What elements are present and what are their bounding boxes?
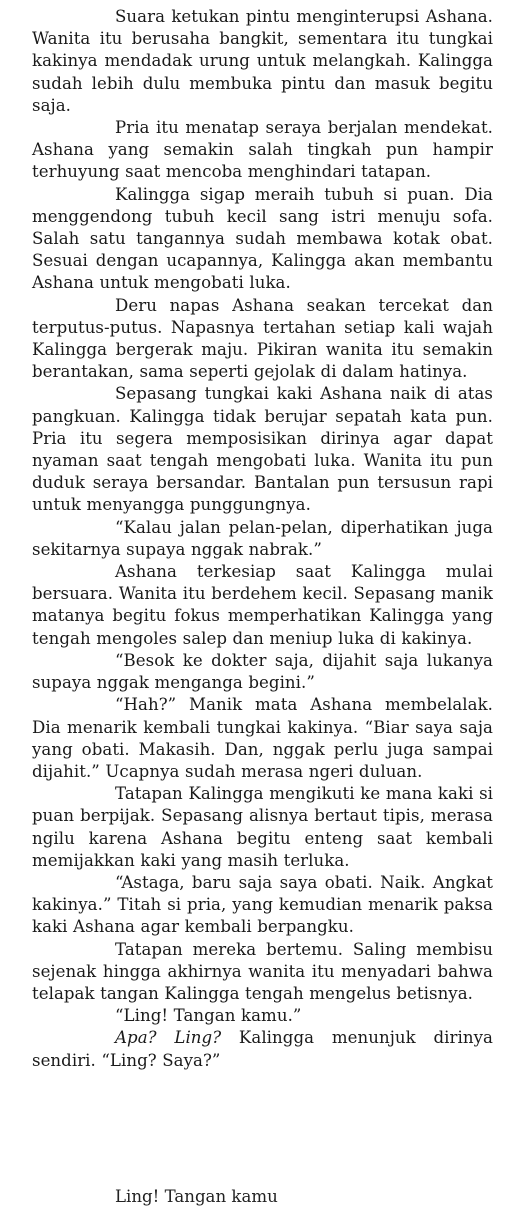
cutoff-next-page-line: Ling! Tangan kamu: [115, 1187, 278, 1206]
paragraph: Kalingga sigap meraih tubuh si puan. Dia menggendong tubuh kecil sang istri menuju sofa. Salah satu tangannya sudah membawa kotak obat. Sesuai dengan ucapannya, Kalingga akan membantu Ashana untuk mengobati luka.: [32, 184, 493, 293]
italic-thought: Apa? Ling?: [115, 1028, 222, 1048]
document-body: [32, 6, 493, 1072]
paragraph: “Ling! Tangan kamu.”: [115, 1006, 302, 1026]
paragraph: Ashana terkesiap saat Kalingga mulai bersuara. Wanita itu berdehem kecil. Sepasang manik matanya begitu fokus memperhatikan Kalingga yang tengah mengoles salep dan meniup luka di kakinya.: [32, 562, 493, 648]
paragraph: Tatapan mereka bertemu. Saling membisu sejenak hingga akhirnya wanita itu menyadari bahwa telapak tangan Kalingga tengah mengelus betisnya.: [32, 939, 493, 1003]
paragraph: “Besok ke dokter saja, dijahit saja lukanya supaya nggak menganga begini.”: [32, 650, 493, 693]
paragraph: Deru napas Ashana seakan tercekat dan terputus-putus. Napasnya tertahan setiap kali wajah Kalingga bergerak maju. Pikiran wanita itu semakin berantakan, sama seperti gejolak di dalam hatinya.: [32, 295, 493, 382]
paragraph-last-rest: Kalingga menunjuk dirinya sendiri. “Ling? Saya?”: [32, 1028, 493, 1070]
paragraph: Pria itu menatap seraya berjalan mendekat. Ashana yang semakin salah tingkah pun hampir terhuyung saat mencoba menghindari tatapan.: [32, 118, 493, 182]
paragraph: “Kalau jalan pelan-pelan, diperhatikan juga sekitarnya supaya nggak nabrak.”: [32, 517, 493, 559]
paragraph: Suara ketukan pintu menginterupsi Ashana. Wanita itu berusaha bangkit, sementara itu tungkai kakinya mendadak urung untuk melangkah. Kalingga sudah lebih dulu membuka pintu dan masuk begitu saja.: [32, 7, 493, 115]
paragraph: Sepasang tungkai kaki Ashana naik di atas pangkuan. Kalingga tidak berujar sepatah kata pun. Pria itu segera memposisikan dirinya agar dapat nyaman saat tengah mengobati luka. Wanita itu pun duduk seraya bersandar. Bantalan pun tersusun rapi untuk menyangga punggungnya.: [32, 384, 493, 515]
paragraph: “Astaga, baru saja saya obati. Naik. Angkat kakinya.” Titah si pria, yang kemudian menarik paksa kaki Ashana agar kembali berpangku.: [32, 872, 493, 937]
paragraph: “Hah?” Manik mata Ashana membelalak. Dia menarik kembali tungkai kakinya. “Biar saya saja yang obati. Makasih. Dan, nggak perlu juga sampai dijahit.” Ucapnya sudah merasa ngeri duluan.: [32, 695, 493, 781]
paragraph: Tatapan Kalingga mengikuti ke mana kaki si puan berpijak. Sepasang alisnya bertaut tipis, merasa ngilu karena Ashana begitu enteng saat kembali memijakkan kaki yang masih terluka.: [32, 784, 493, 870]
paragraph-last: [32, 1027, 493, 1071]
